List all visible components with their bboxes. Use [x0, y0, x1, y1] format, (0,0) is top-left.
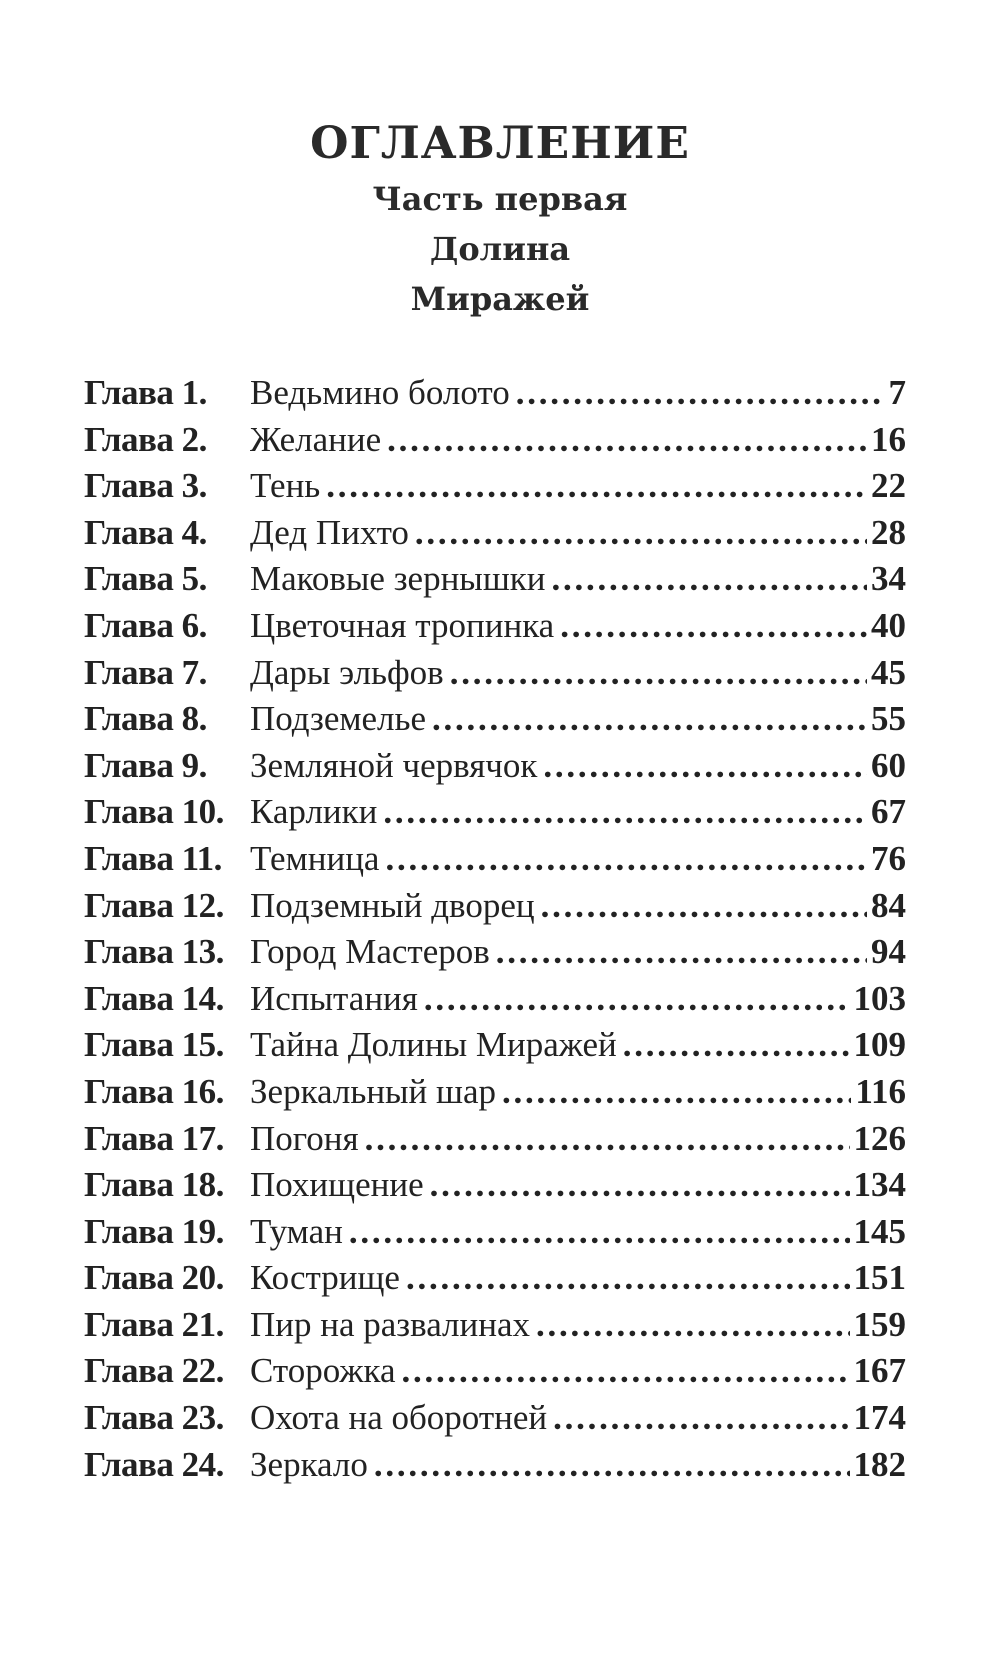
dot-leader — [552, 556, 867, 602]
toc-entry — [84, 789, 906, 836]
chapter-title: Похищение — [250, 1165, 424, 1205]
chapter-title: Сторожка — [250, 1351, 396, 1391]
toc-entry — [84, 1116, 906, 1163]
chapter-title: Тень — [250, 466, 321, 506]
chapter-number: Глава 8. — [84, 699, 207, 739]
page-number: 116 — [855, 1071, 906, 1111]
chapter-number: Глава 24. — [84, 1444, 224, 1484]
toc-entry — [84, 743, 906, 790]
dot-leader — [536, 1302, 850, 1348]
part-name-line2: Миражей — [410, 280, 590, 318]
toc-entry — [84, 1022, 906, 1069]
page-number: 76 — [871, 838, 906, 878]
dot-leader — [496, 929, 867, 975]
toc-entry — [84, 1162, 906, 1209]
toc-entry — [84, 1395, 906, 1442]
toc-entry — [84, 976, 906, 1023]
chapter-number: Глава 6. — [84, 605, 207, 645]
chapter-title: Испытания — [250, 978, 418, 1018]
chapter-number: Глава 1. — [84, 373, 207, 412]
dot-leader — [541, 883, 867, 929]
toc-entry — [84, 510, 906, 557]
page-number: 103 — [853, 978, 906, 1018]
page-number: 67 — [871, 792, 906, 832]
chapter-number: Глава 17. — [84, 1118, 224, 1158]
dot-leader — [402, 1348, 850, 1394]
chapter-number: Глава 5. — [84, 559, 207, 599]
page-number: 7 — [888, 373, 906, 412]
toc-entry — [84, 650, 906, 697]
dot-leader — [516, 370, 885, 416]
part-label: Часть первая — [372, 180, 628, 218]
page-number: 151 — [853, 1258, 906, 1298]
chapter-title: Ведьмино болото — [250, 373, 510, 412]
chapter-number: Глава 7. — [84, 652, 207, 692]
chapter-title: Цветочная тропинка — [250, 605, 555, 645]
chapter-number: Глава 9. — [84, 745, 207, 785]
dot-leader — [349, 1209, 850, 1255]
toc-entry — [84, 603, 906, 650]
chapter-title: Тайна Долины Миражей — [250, 1025, 617, 1065]
toc-entry — [84, 1069, 906, 1116]
dot-leader — [432, 696, 867, 742]
toc-entry — [84, 1302, 906, 1349]
page-number: 55 — [871, 699, 906, 739]
chapter-number: Глава 11. — [84, 838, 222, 878]
dot-leader — [406, 1255, 850, 1301]
page-number: 34 — [871, 559, 906, 599]
chapter-number: Глава 14. — [84, 978, 224, 1018]
page-number: 60 — [871, 745, 906, 785]
toc-entry — [84, 556, 906, 603]
page-number: 45 — [871, 652, 906, 692]
chapter-title: Подземный дворец — [250, 885, 535, 925]
dot-leader — [430, 1162, 850, 1208]
chapter-number: Глава 22. — [84, 1351, 224, 1391]
chapter-number: Глава 2. — [84, 419, 207, 459]
page-number: 40 — [871, 605, 906, 645]
chapter-number: Глава 20. — [84, 1258, 224, 1298]
chapter-number: Глава 3. — [84, 466, 207, 506]
chapter-title: Дары эльфов — [250, 652, 444, 692]
chapter-title: Желание — [250, 419, 382, 459]
dot-leader — [385, 836, 867, 882]
toc-entry — [84, 1442, 906, 1489]
toc-entry — [84, 1348, 906, 1395]
chapter-title: Погоня — [250, 1118, 359, 1158]
chapter-number: Глава 23. — [84, 1398, 224, 1438]
chapter-title: Пир на развалинах — [250, 1304, 530, 1344]
chapter-number: Глава 13. — [84, 932, 224, 972]
toc-heading: ОГЛАВЛЕНИЕ — [310, 118, 690, 169]
page-number: 22 — [871, 466, 906, 506]
chapter-number: Глава 4. — [84, 512, 207, 552]
page-number: 84 — [871, 885, 906, 925]
chapter-number: Глава 21. — [84, 1304, 224, 1344]
dot-leader — [553, 1395, 849, 1441]
dot-leader — [365, 1116, 850, 1162]
chapter-number: Глава 19. — [84, 1211, 224, 1251]
toc-entry — [84, 883, 906, 930]
toc-entry — [84, 463, 906, 510]
table-of-contents — [84, 370, 906, 1488]
dot-leader — [560, 603, 867, 649]
dot-leader — [383, 789, 867, 835]
chapter-title: Город Мастеров — [250, 932, 490, 972]
chapter-title: Подземелье — [250, 699, 427, 739]
page-number: 134 — [853, 1165, 906, 1205]
page-number: 182 — [853, 1444, 906, 1484]
chapter-number: Глава 15. — [84, 1025, 224, 1065]
dot-leader — [415, 510, 867, 556]
chapter-title: Туман — [250, 1211, 343, 1251]
chapter-title: Маковые зернышки — [250, 559, 546, 599]
dot-leader — [387, 417, 867, 463]
dot-leader — [374, 1442, 850, 1488]
page-number: 145 — [853, 1211, 906, 1251]
chapter-number: Глава 10. — [84, 792, 224, 832]
page-number: 94 — [871, 932, 906, 972]
toc-entry — [84, 929, 906, 976]
dot-leader — [326, 463, 867, 509]
chapter-title: Земляной червячок — [250, 745, 538, 785]
dot-leader — [424, 976, 850, 1022]
chapter-title: Карлики — [250, 792, 378, 832]
toc-entry — [84, 1209, 906, 1256]
toc-entry — [84, 696, 906, 743]
chapter-title: Темница — [250, 838, 380, 878]
page-number: 159 — [853, 1304, 906, 1344]
chapter-title: Охота на оборотней — [250, 1398, 548, 1438]
chapter-number: Глава 18. — [84, 1165, 224, 1205]
chapter-title: Дед Пихто — [250, 512, 409, 552]
dot-leader — [450, 650, 867, 696]
chapter-title: Зеркальный шар — [250, 1071, 497, 1111]
page-number: 126 — [853, 1118, 906, 1158]
page-number: 28 — [871, 512, 906, 552]
dot-leader — [623, 1022, 850, 1068]
part-name-line1: Долина — [429, 230, 571, 268]
dot-leader — [543, 743, 867, 789]
chapter-title: Зеркало — [250, 1444, 368, 1484]
page-number: 167 — [853, 1351, 906, 1391]
page-number: 174 — [853, 1398, 906, 1438]
page-number: 109 — [853, 1025, 906, 1065]
dot-leader — [502, 1069, 851, 1115]
toc-entry — [84, 1255, 906, 1302]
toc-entry — [84, 417, 906, 464]
chapter-number: Глава 16. — [84, 1071, 224, 1111]
page-number: 16 — [871, 419, 906, 459]
toc-entry — [84, 370, 906, 417]
toc-entry — [84, 836, 906, 883]
chapter-number: Глава 12. — [84, 885, 224, 925]
chapter-title: Кострище — [250, 1258, 400, 1298]
